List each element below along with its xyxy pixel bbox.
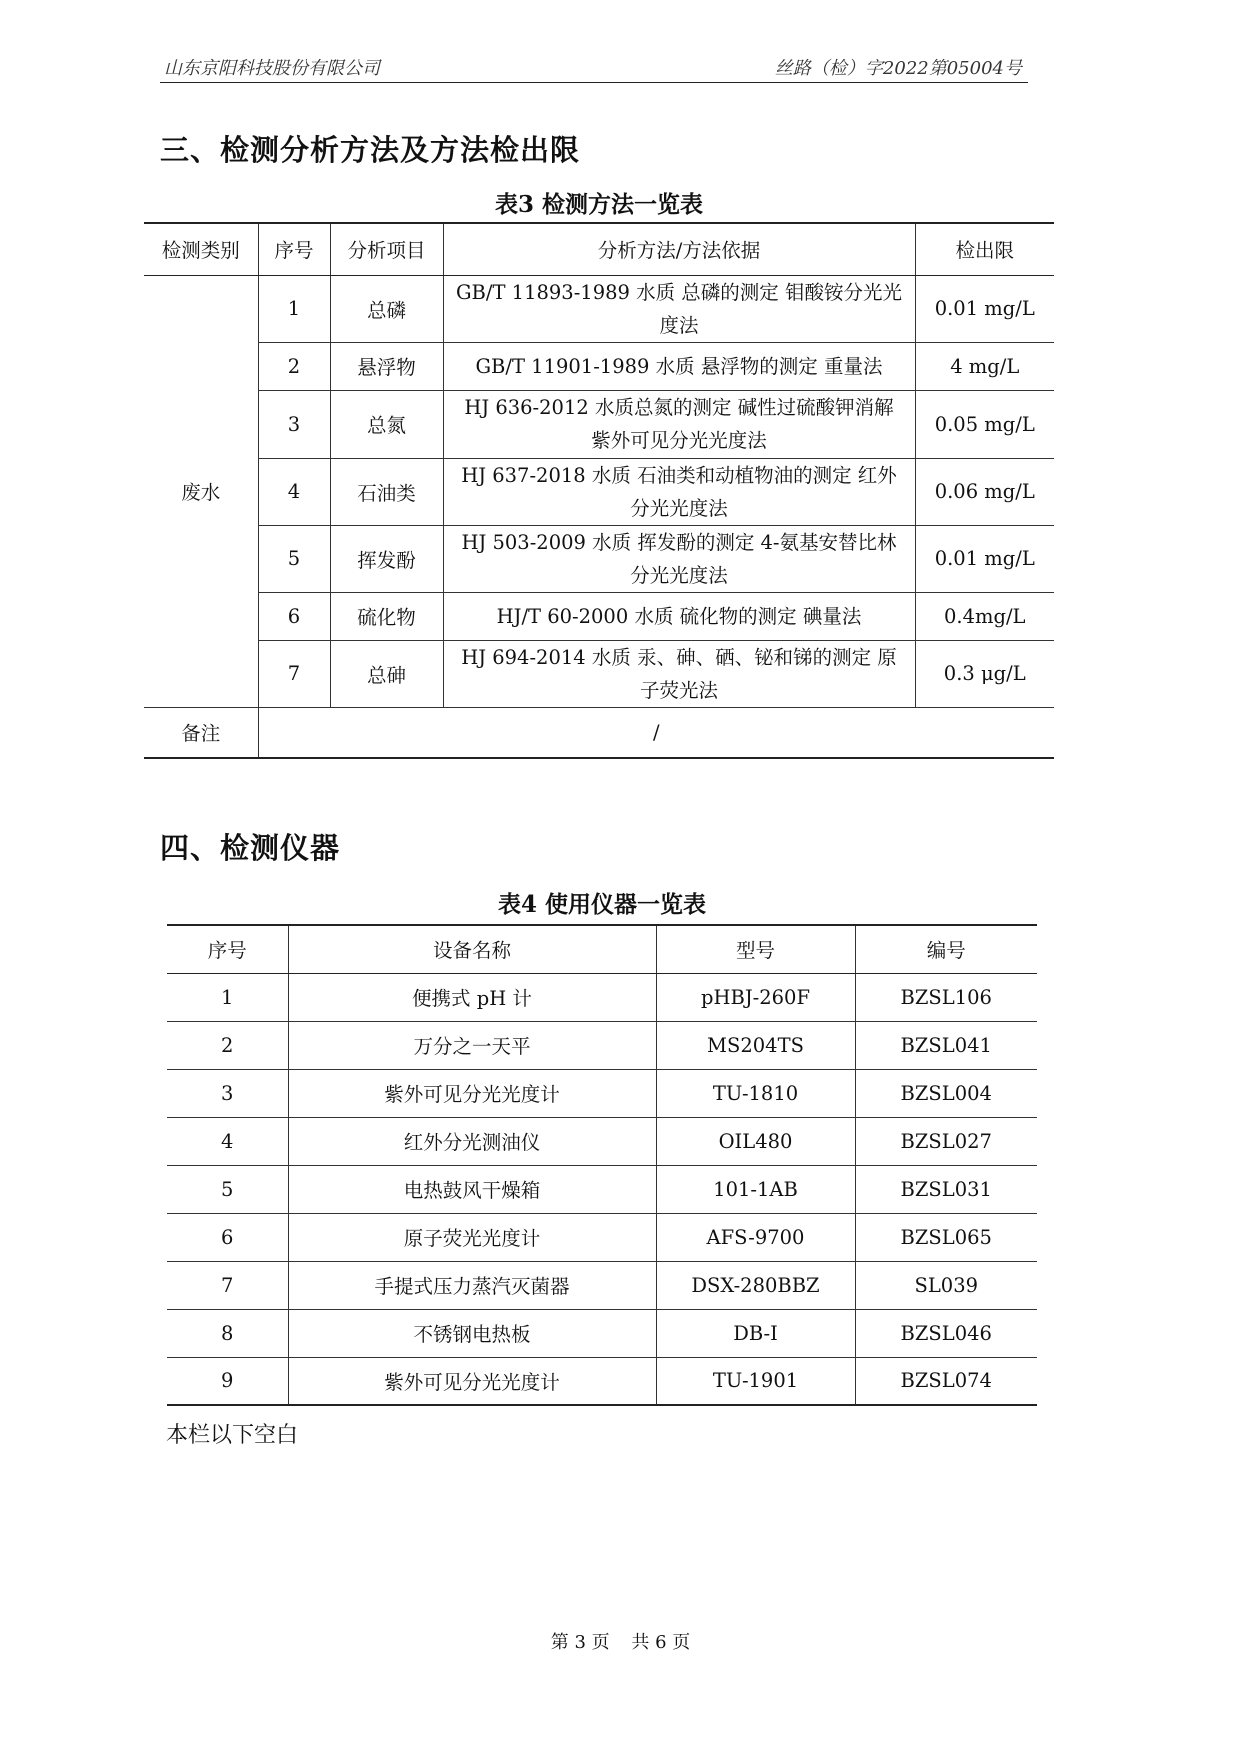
remark-label: 备注 [144, 707, 258, 758]
method-table [144, 222, 1054, 759]
page-total: 共 6 页 [631, 1632, 691, 1653]
row-method: HJ 503-2009 水质 挥发酚的测定 4-氨基安替比林分光光度法 [443, 525, 915, 592]
row-no: 6 [258, 592, 330, 640]
row-no: 1 [258, 275, 330, 342]
row-device-name: 便携式 pH 计 [288, 973, 656, 1021]
row-code: BZSL004 [855, 1069, 1037, 1117]
row-no: 5 [167, 1165, 288, 1213]
row-method: GB/T 11893-1989 水质 总磷的测定 钼酸铵分光光度法 [443, 275, 915, 342]
col-method: 分析方法/方法依据 [443, 223, 915, 275]
col-item: 分析项目 [330, 223, 443, 275]
table-header-row [144, 223, 1054, 275]
row-device-name: 原子荧光光度计 [288, 1213, 656, 1261]
table3-caption: 表3 检测方法一览表 [494, 191, 703, 218]
table-row [167, 1309, 1037, 1357]
col-model: 型号 [656, 925, 855, 973]
row-no: 9 [167, 1357, 288, 1405]
row-method: GB/T 11901-1989 水质 悬浮物的测定 重量法 [443, 342, 915, 390]
row-item: 总砷 [330, 640, 443, 707]
row-device-name: 电热鼓风干燥箱 [288, 1165, 656, 1213]
row-limit: 0.05 mg/L [915, 390, 1054, 458]
table-row [167, 973, 1037, 1021]
page-footer [0, 1628, 1241, 1654]
col-code: 编号 [855, 925, 1037, 973]
row-device-name: 紫外可见分光光度计 [288, 1069, 656, 1117]
table-row [144, 390, 1054, 458]
table-row [144, 275, 1054, 342]
table-row [167, 1261, 1037, 1309]
row-model: pHBJ-260F [656, 973, 855, 1021]
table-row [144, 525, 1054, 592]
col-limit: 检出限 [915, 223, 1054, 275]
row-device-name: 不锈钢电热板 [288, 1309, 656, 1357]
row-limit: 0.06 mg/L [915, 458, 1054, 525]
row-model: MS204TS [656, 1021, 855, 1069]
row-no: 5 [258, 525, 330, 592]
row-model: TU-1901 [656, 1357, 855, 1405]
table-row [167, 1021, 1037, 1069]
table-row [167, 1117, 1037, 1165]
table-row [167, 1165, 1037, 1213]
row-no: 7 [258, 640, 330, 707]
section4-title: 四、检测仪器 [160, 831, 341, 865]
row-limit: 0.01 mg/L [915, 275, 1054, 342]
section3-title: 三、检测分析方法及方法检出限 [160, 133, 581, 167]
category-cell: 废水 [144, 275, 258, 707]
company-name: 山东京阳科技股份有限公司 [164, 58, 380, 79]
table-row [167, 1213, 1037, 1261]
page-number: 第 3 页 [550, 1632, 610, 1653]
instrument-table [167, 924, 1037, 1406]
row-no: 3 [258, 390, 330, 458]
row-item: 硫化物 [330, 592, 443, 640]
row-limit: 0.4mg/L [915, 592, 1054, 640]
row-no: 1 [167, 973, 288, 1021]
row-code: SL039 [855, 1261, 1037, 1309]
row-code: BZSL106 [855, 973, 1037, 1021]
row-item: 总磷 [330, 275, 443, 342]
table-row [144, 342, 1054, 390]
row-model: DB-I [656, 1309, 855, 1357]
row-code: BZSL031 [855, 1165, 1037, 1213]
row-item: 挥发酚 [330, 525, 443, 592]
row-model: AFS-9700 [656, 1213, 855, 1261]
col-category: 检测类别 [144, 223, 258, 275]
page-header [160, 52, 1028, 83]
row-no: 6 [167, 1213, 288, 1261]
row-item: 总氮 [330, 390, 443, 458]
row-limit: 0.01 mg/L [915, 525, 1054, 592]
row-device-name: 万分之一天平 [288, 1021, 656, 1069]
row-method: HJ 636-2012 水质总氮的测定 碱性过硫酸钾消解 紫外可见分光光度法 [443, 390, 915, 458]
remark-value: / [258, 707, 1054, 758]
table-row [144, 640, 1054, 707]
row-no: 4 [258, 458, 330, 525]
row-no: 3 [167, 1069, 288, 1117]
col-no: 序号 [258, 223, 330, 275]
report-number: 丝路（检）字2022第05004号 [774, 58, 1022, 79]
row-method: HJ 694-2014 水质 汞、砷、硒、铋和锑的测定 原子荧光法 [443, 640, 915, 707]
row-no: 2 [258, 342, 330, 390]
col-no: 序号 [167, 925, 288, 973]
remark-row [144, 707, 1054, 758]
row-item: 石油类 [330, 458, 443, 525]
row-device-name: 手提式压力蒸汽灭菌器 [288, 1261, 656, 1309]
table4-caption: 表4 使用仪器一览表 [497, 891, 706, 918]
table-row [167, 1357, 1037, 1405]
blank-below-note: 本栏以下空白 [166, 1423, 299, 1448]
row-code: BZSL046 [855, 1309, 1037, 1357]
row-no: 2 [167, 1021, 288, 1069]
row-model: 101-1AB [656, 1165, 855, 1213]
row-code: BZSL065 [855, 1213, 1037, 1261]
row-code: BZSL027 [855, 1117, 1037, 1165]
table-header-row [167, 925, 1037, 973]
col-device-name: 设备名称 [288, 925, 656, 973]
row-device-name: 紫外可见分光光度计 [288, 1357, 656, 1405]
table-row [144, 458, 1054, 525]
row-code: BZSL041 [855, 1021, 1037, 1069]
row-method: HJ/T 60-2000 水质 硫化物的测定 碘量法 [443, 592, 915, 640]
row-no: 4 [167, 1117, 288, 1165]
table-row [167, 1069, 1037, 1117]
row-model: TU-1810 [656, 1069, 855, 1117]
row-item: 悬浮物 [330, 342, 443, 390]
row-limit: 4 mg/L [915, 342, 1054, 390]
row-limit: 0.3 μg/L [915, 640, 1054, 707]
row-device-name: 红外分光测油仪 [288, 1117, 656, 1165]
table-row [144, 592, 1054, 640]
row-model: DSX-280BBZ [656, 1261, 855, 1309]
row-no: 7 [167, 1261, 288, 1309]
row-code: BZSL074 [855, 1357, 1037, 1405]
row-method: HJ 637-2018 水质 石油类和动植物油的测定 红外分光光度法 [443, 458, 915, 525]
row-no: 8 [167, 1309, 288, 1357]
row-model: OIL480 [656, 1117, 855, 1165]
